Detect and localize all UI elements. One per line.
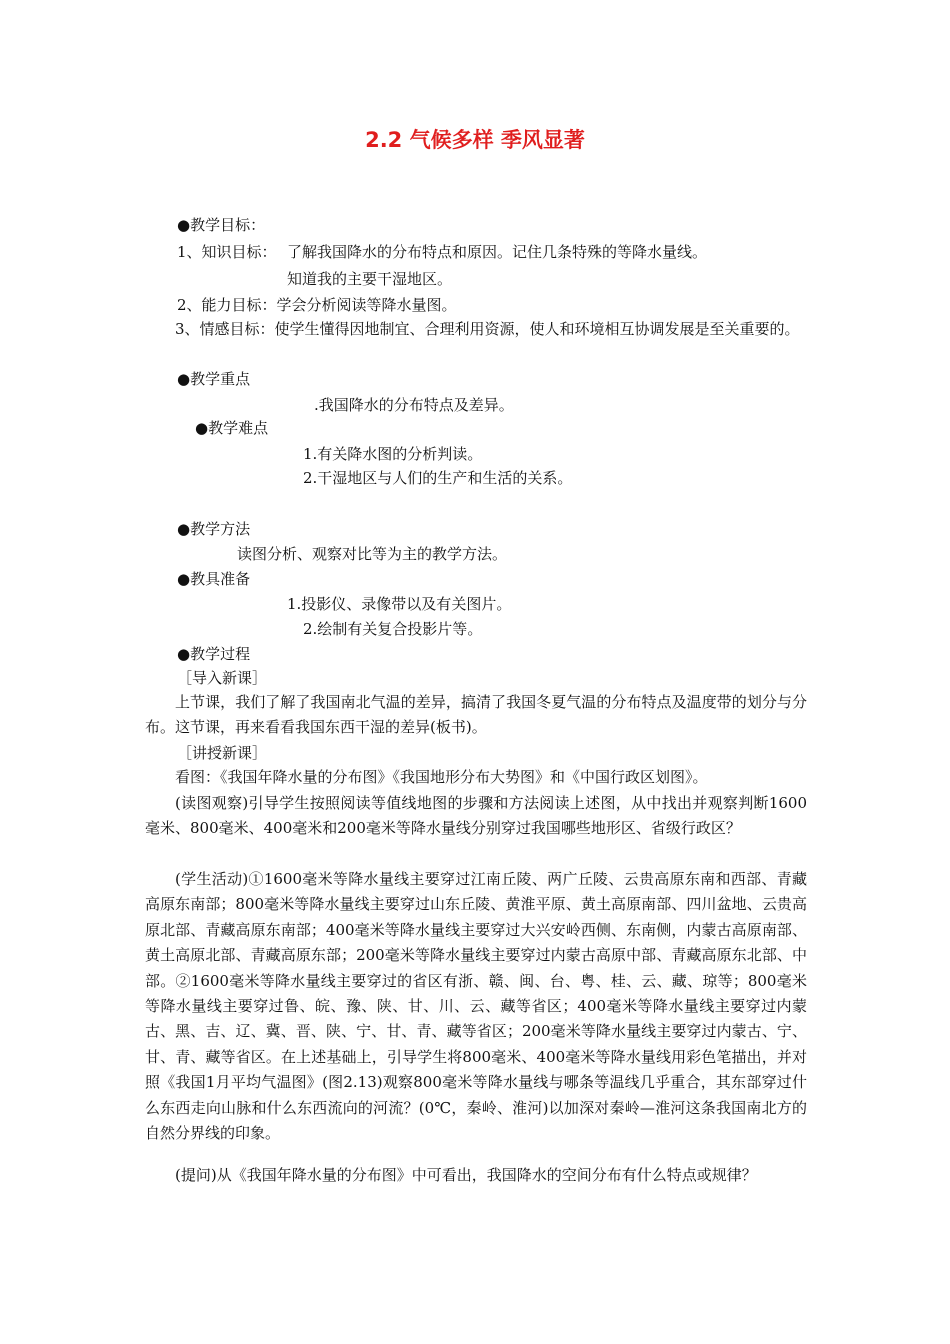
- document-title: 2.2 气候多样 季风显著: [365, 128, 585, 152]
- lecture-paragraph-4: (提问)从《我国年降水量的分布图》中可看出，我国降水的空间分布有什么特点或规律？: [175, 1166, 757, 1184]
- lecture-paragraph-3: (学生活动)①1600毫米等降水量线主要穿过江南丘陵、两广丘陵、云贵高原东南和西部、青藏高原东南部；800毫米等降水量线主要穿过山东丘陵、黄淮平原、黄土高原南部、四川盆地、云贵高原北部、青藏高原东南部；400毫米等降水量线主要穿过大兴安岭西侧、东南侧，内蒙古高原南部、黄土高原北部、青藏高原东部；200毫米等降水量线主要穿过内蒙古高原中部、青藏高原东北部、中部。②1600毫米等降水量线主要穿过的省区有浙、赣、闽、台、粤、桂、云、藏、琼等；800毫米等降水量线主要穿过鲁、皖、豫、陕、甘、川、云、藏等省区；400毫米等降水量线主要穿过内蒙古、黑、吉、辽、冀、晋、陕、宁、甘、青、藏等省区；200毫米等降水量线主要穿过内蒙古、宁、甘、青、藏等省区。在上述基础上，引导学生将800毫米、400毫米等降水量线用彩色笔描出，并对照《我国1月平均气温图》(图2.13)观察800毫米等降水量线与哪条等温线几乎重合，其东部穿过什么东西走向山脉和什么东西流向的河流？(0℃，秦岭、淮河)以加深对秦岭—淮河这条我国南北方的自然分界线的印象。: [145, 870, 807, 1143]
- knowledge-label: 1、知识目标：: [177, 243, 277, 261]
- tools-item: 1.投影仪、录像带以及有关图片。: [287, 595, 512, 613]
- tools-heading: ●教具准备: [177, 570, 251, 588]
- lecture-paragraph-1: 看图：《我国年降水量的分布图》《我国地形分布大势图》和《中国行政区划图》。: [175, 768, 708, 786]
- knowledge-text-2: 知道我的主要干湿地区。: [287, 270, 453, 288]
- difficulty-heading: ●教学难点: [195, 419, 269, 437]
- lecture-paragraph-2: (读图观察)引导学生按照阅读等值线地图的步骤和方法阅读上述图，从中找出并观察判断1600毫米、800毫米、400毫米和200毫米等降水量线分别穿过我国哪些地形区、省级行政区？: [145, 794, 807, 838]
- key-point-heading: ●教学重点: [177, 370, 251, 388]
- intro-label: ［导入新课］: [177, 669, 268, 687]
- difficulty-item: 2.干湿地区与人们的生产和生活的关系。: [303, 469, 573, 487]
- lecture-label: ［讲授新课］: [177, 744, 268, 762]
- knowledge-text: 了解我国降水的分布特点和原因。记住几条特殊的等降水量线。: [287, 243, 708, 261]
- objectives-heading: ●教学目标：: [177, 216, 266, 234]
- tools-item: 2.绘制有关复合投影片等。: [303, 620, 483, 638]
- difficulty-item: 1.有关降水图的分析判读。: [303, 445, 483, 463]
- emotion-objective: 3、情感目标：使学生懂得因地制宜、合理利用资源，使人和环境相互协调发展是至关重要的。: [175, 320, 800, 338]
- process-heading: ●教学过程: [177, 645, 251, 663]
- method-text: 读图分析、观察对比等为主的教学方法。: [237, 545, 508, 563]
- method-heading: ●教学方法: [177, 520, 251, 538]
- key-point-text: .我国降水的分布特点及差异。: [314, 396, 514, 414]
- ability-objective: 2、能力目标：学会分析阅读等降水量图。: [177, 296, 457, 314]
- intro-paragraph: 上节课，我们了解了我国南北气温的差异，搞清了我国冬夏气温的分布特点及温度带的划分与分布。这节课，再来看看我国东西干湿的差异(板书)。: [145, 693, 807, 737]
